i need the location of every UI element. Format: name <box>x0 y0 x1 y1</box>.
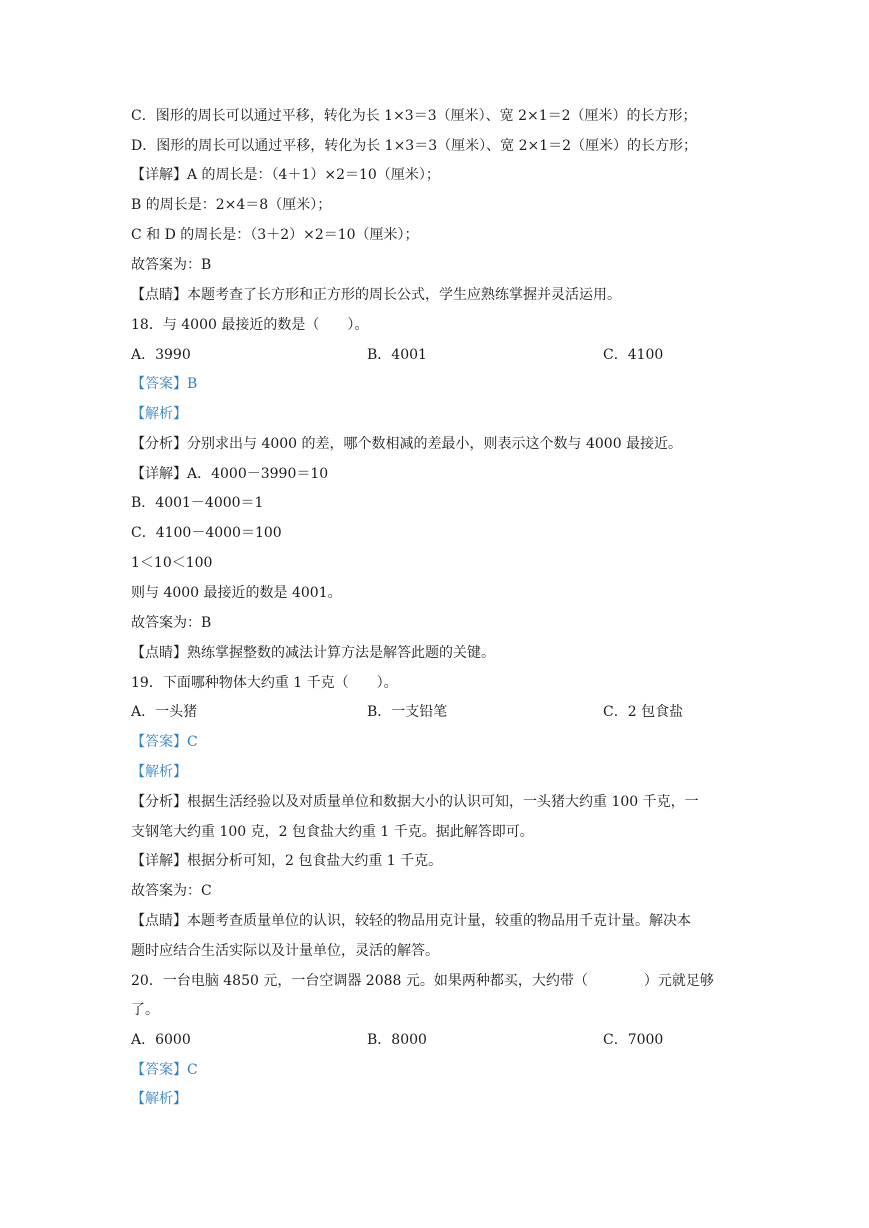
analysis-line: 支钢笔大约重 100 克，2 包食盐大约重 1 千克。据此解答即可。 <box>131 824 534 840</box>
option-c: C．4100 <box>603 347 664 363</box>
text-line: C 和 D 的周长是：（3＋2）×2＝10（厘米）； <box>131 227 419 243</box>
option-b: B．一支铅笔 <box>367 704 448 720</box>
comment-line: 【点睛】本题考查质量单位的认识，较轻的物品用克计量，较重的物品用千克计量。解决本 <box>131 913 691 929</box>
option-c: C．7000 <box>603 1032 664 1048</box>
analysis-line: 【分析】分别求出与 4000 的差，哪个数相减的差最小，则表示这个数与 4000 最接近。 <box>131 436 683 452</box>
text-line: B．4001－4000＝1 <box>131 495 264 511</box>
question-18-stem: 18．与 4000 最接近的数是（ ）。 <box>131 317 369 333</box>
conclusion-line: 故答案为：B <box>131 615 212 631</box>
comment-line: 【点睛】本题考查了长方形和正方形的周长公式，学生应熟练掌握并灵活运用。 <box>131 287 621 303</box>
answer-label: 【答案】C <box>131 734 198 750</box>
analysis-label: 【解析】 <box>131 406 187 422</box>
detail-line: 【详解】根据分析可知，2 包食盐大约重 1 千克。 <box>131 853 443 869</box>
comment-line: 【点睛】熟练掌握整数的减法计算方法是解答此题的关键。 <box>131 645 495 661</box>
detail-line: 【详解】A．4000－3990＝10 <box>131 466 329 482</box>
conclusion-line: 故答案为：B <box>131 257 212 273</box>
text-line: B 的周长是：2×4＝8（厘米）； <box>131 197 332 213</box>
option-a: A．6000 <box>131 1032 191 1048</box>
answer-label: 【答案】B <box>131 376 198 392</box>
question-20-stem: 了。 <box>131 1002 159 1018</box>
text-line: 1＜10＜100 <box>131 555 213 571</box>
option-a: A．一头猪 <box>131 704 198 720</box>
detail-line: 【详解】A 的周长是：（4＋1）×2＝10（厘米）； <box>131 167 440 183</box>
text-line: C．图形的周长可以通过平移，转化为长 1×3＝3（厘米）、宽 2×1＝2（厘米）的长方形； <box>131 108 697 124</box>
comment-line: 题时应结合生活实际以及计量单位，灵活的解答。 <box>131 943 439 959</box>
question-20-stem: 20．一台电脑 4850 元，一台空调器 2088 元。如果两种都买，大约带（ ）元就足够 <box>131 973 714 989</box>
option-b: B．4001 <box>367 347 427 363</box>
text-line: D．图形的周长可以通过平移，转化为长 1×3＝3（厘米）、宽 2×1＝2（厘米）的长方形； <box>131 138 698 154</box>
conclusion-line: 故答案为：C <box>131 883 212 899</box>
question-19-stem: 19．下面哪种物体大约重 1 千克（ ）。 <box>131 675 398 691</box>
analysis-label: 【解析】 <box>131 1091 187 1107</box>
option-b: B．8000 <box>367 1032 427 1048</box>
option-c: C．2 包食盐 <box>603 704 684 720</box>
text-line: 则与 4000 最接近的数是 4001。 <box>131 585 342 601</box>
answer-label: 【答案】C <box>131 1062 198 1078</box>
analysis-line: 【分析】根据生活经验以及对质量单位和数据大小的认识可知，一头猪大约重 100 千克，一 <box>131 794 699 810</box>
analysis-label: 【解析】 <box>131 764 187 780</box>
text-line: C．4100－4000＝100 <box>131 525 282 541</box>
option-a: A．3990 <box>131 347 191 363</box>
